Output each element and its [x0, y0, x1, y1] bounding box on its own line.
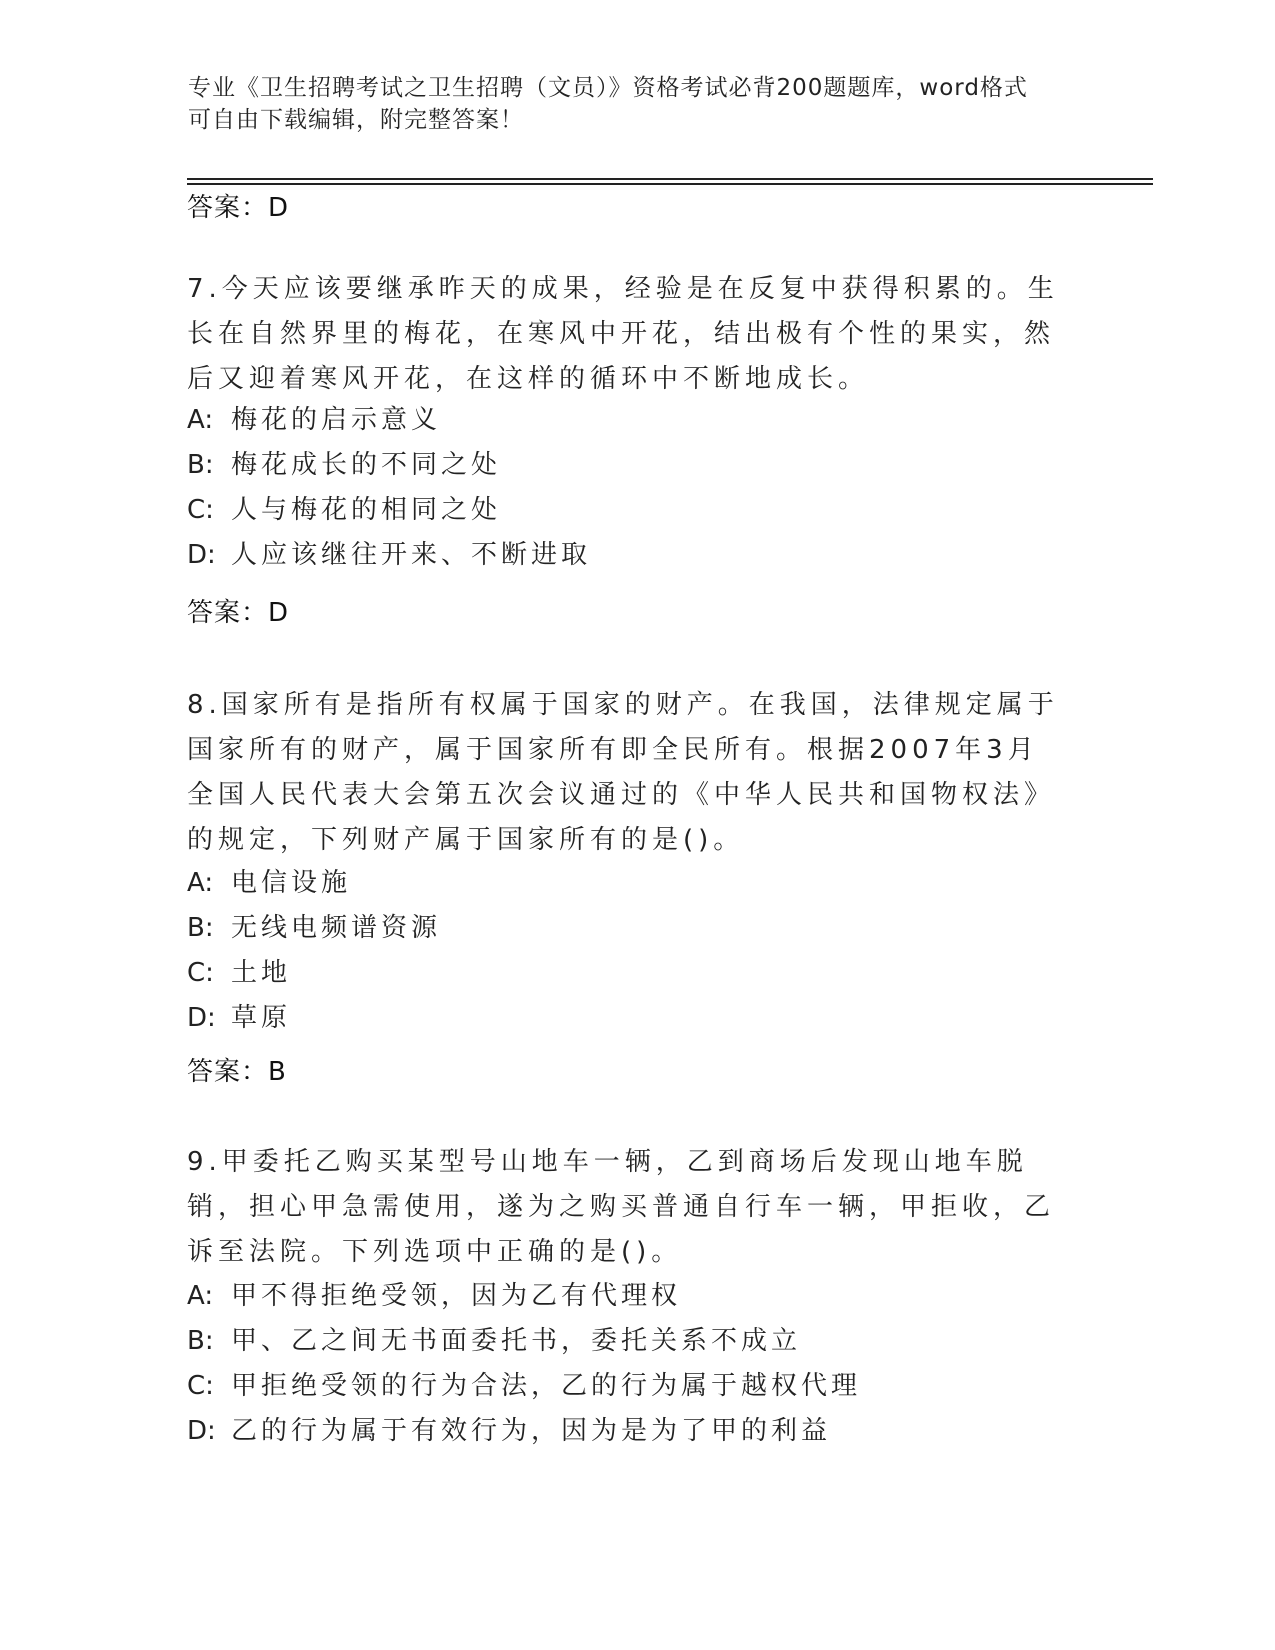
- option-b: [187, 1319, 1087, 1364]
- option-d: [187, 533, 1087, 578]
- option-c: [187, 951, 1087, 996]
- option-label: B:: [187, 450, 214, 480]
- question-text: 7.今天应该要继承昨天的成果，经验是在反复中获得积累的。生长在自然界里的梅花，在寒风中开花，结出极有个性的果实，然后又迎着寒风开花，在这样的循环中不断地成长。: [187, 274, 1059, 394]
- option-label: C:: [187, 958, 214, 988]
- option-label: A:: [187, 1281, 214, 1311]
- option-text: 电信设施: [231, 868, 352, 898]
- question-text: 9.甲委托乙购买某型号山地车一辆，乙到商场后发现山地车脱销，担心甲急需使用，遂为之购买普通自行车一辆，甲拒收，乙诉至法院。下列选项中正确的是()。: [187, 1147, 1056, 1267]
- header-line-2: 可自由下载编辑，附完整答案！: [188, 107, 524, 133]
- option-text: 甲拒绝受领的行为合法，乙的行为属于越权代理: [231, 1371, 862, 1401]
- question-9-options: [187, 1274, 1087, 1454]
- option-label: D:: [187, 540, 216, 570]
- option-a: [187, 398, 1087, 443]
- option-text: 人应该继往开来、不断进取: [231, 540, 592, 570]
- question-text: 8.国家所有是指所有权属于国家的财产。在我国，法律规定属于国家所有的财产，属于国家所有即全民所有。根据2007年3月全国人民代表大会第五次会议通过的《中华人民共和国物权法》的规定，下列财产属于国家所有的是()。: [187, 690, 1059, 855]
- option-text: 甲不得拒绝受领，因为乙有代理权: [231, 1281, 682, 1311]
- question-8: [187, 683, 1087, 863]
- header-divider-bottom: [187, 183, 1153, 185]
- option-label: A:: [187, 868, 214, 898]
- option-label: B:: [187, 1326, 214, 1356]
- question-7-options: [187, 398, 1087, 578]
- option-c: [187, 1364, 1087, 1409]
- answer-line: 答案：D: [187, 598, 290, 628]
- option-label: C:: [187, 1371, 214, 1401]
- option-text: 人与梅花的相同之处: [231, 495, 502, 525]
- question-9: [187, 1140, 1087, 1275]
- answer-line: 答案：B: [187, 1057, 287, 1087]
- option-text: 甲、乙之间无书面委托书，委托关系不成立: [231, 1326, 802, 1356]
- option-label: B:: [187, 913, 214, 943]
- option-text: 土地: [231, 958, 292, 988]
- option-label: D:: [187, 1416, 216, 1446]
- answer-line: 答案：D: [187, 193, 290, 223]
- option-c: [187, 488, 1087, 533]
- option-d: [187, 1409, 1087, 1454]
- option-label: C:: [187, 495, 214, 525]
- option-text: 梅花的启示意义: [231, 405, 442, 435]
- option-a: [187, 861, 1087, 906]
- option-text: 梅花成长的不同之处: [231, 450, 502, 480]
- option-label: A:: [187, 405, 214, 435]
- question-7: [187, 267, 1087, 402]
- question-8-options: [187, 861, 1087, 1041]
- document-header: [188, 72, 1088, 136]
- option-text: 草原: [231, 1003, 292, 1033]
- option-text: 无线电频谱资源: [231, 913, 442, 943]
- option-a: [187, 1274, 1087, 1319]
- header-line-1: 专业《卫生招聘考试之卫生招聘（文员）》资格考试必背200题题库，word格式: [188, 75, 1028, 101]
- option-b: [187, 906, 1087, 951]
- option-b: [187, 443, 1087, 488]
- option-text: 乙的行为属于有效行为，因为是为了甲的利益: [231, 1416, 832, 1446]
- header-divider-top: [187, 178, 1153, 180]
- option-label: D:: [187, 1003, 216, 1033]
- option-d: [187, 996, 1087, 1041]
